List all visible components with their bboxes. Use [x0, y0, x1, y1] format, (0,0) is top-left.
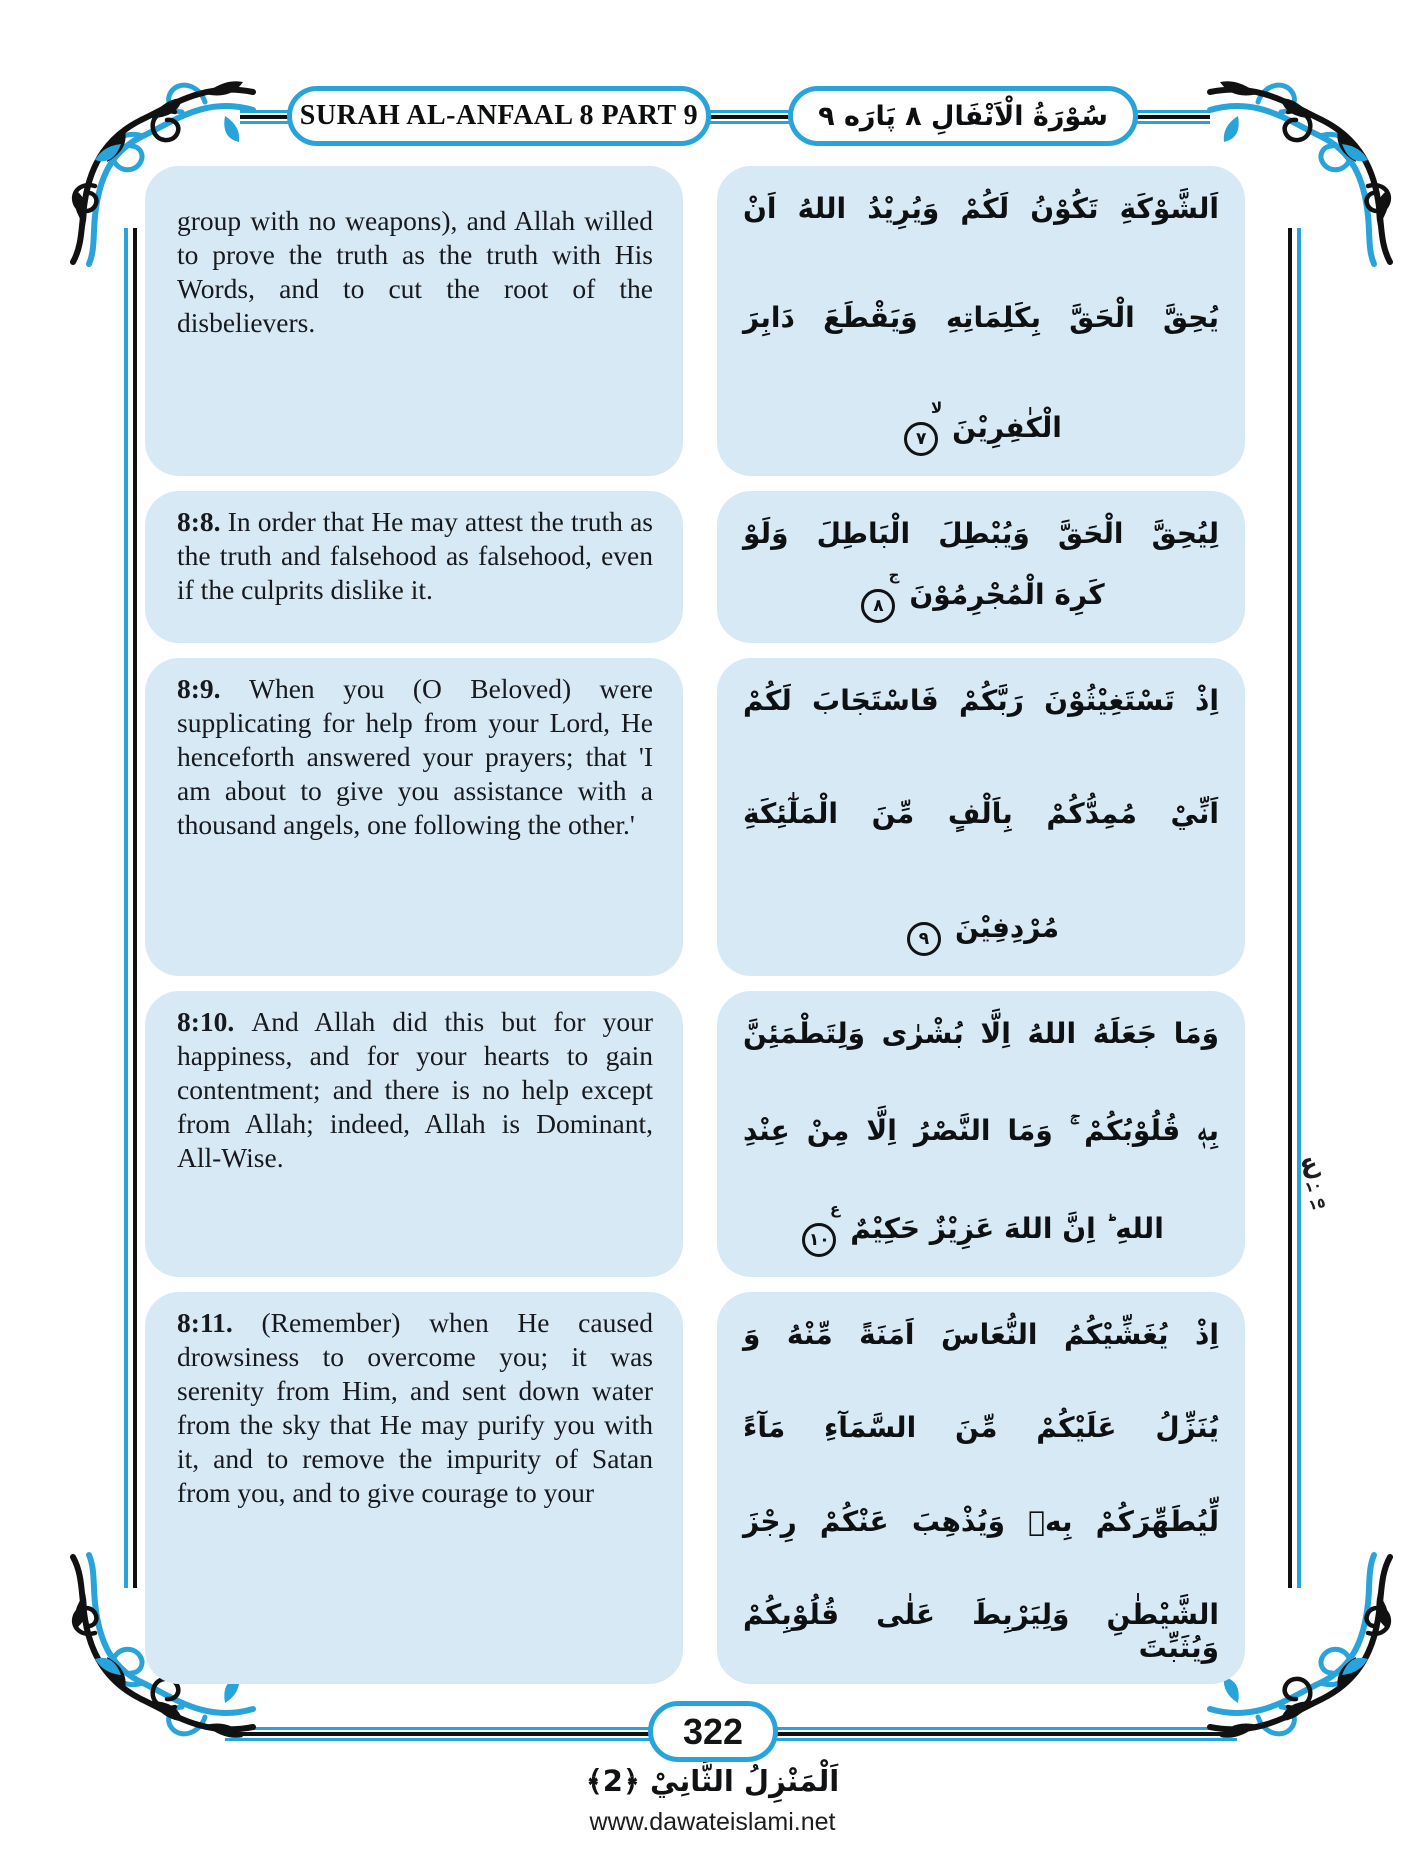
ayah-end-marker [907, 918, 941, 957]
arabic-line: مُرْدِفِيْنَ٩ [743, 911, 1219, 957]
ayah-end-marker [861, 565, 900, 624]
arabic-line: اِذْ تَسْتَغِيْثُوْنَ رَبَّكُمْ فَاسْتَجَابَ لَكُمْ [743, 684, 1219, 717]
english-text: 8:8. In order that He may attest the truth as the truth and falsehood as falsehood, even if the culprits dislike it. [177, 506, 653, 605]
surah-title-arabic: سُوْرَةُ الْاَنْفَالِ ۸ پَارَه ۹ [818, 100, 1108, 132]
verse-row [145, 491, 1245, 643]
english-text: group with no weapons), and Allah willed to prove the truth as the truth with His Words, and to cut the root of the disbelievers. [177, 205, 653, 338]
verse-ref: 8:11. [177, 1307, 262, 1338]
verse-grid [145, 166, 1245, 1699]
ayah-number: ١٠ [802, 1223, 836, 1257]
arabic-line: يُحِقَّ الْحَقَّ بِكَلِمَاتِهِ وَيَقْطَعَ دَابِرَ [743, 301, 1219, 335]
verse-ref: 8:9. [177, 673, 249, 704]
arabic-line: الْكٰفِرِيْنَ لا ٧ [743, 411, 1219, 457]
arabic-verse-box [717, 658, 1245, 976]
waqf-mark: ع [829, 1199, 841, 1218]
ayah-number: ٧ [904, 422, 938, 456]
left-frame-line-inner [133, 228, 137, 1588]
english-text: 8:9. When you (O Beloved) were supplicating for help from your Lord, He henceforth answered your prayers; that 'I am about to give you assistance with a thousand angels, one following the other.' [177, 673, 653, 840]
english-text: 8:11. (Remember) when He caused drowsiness to overcome you; it was serenity from Him, and sent down water from the sky that He may purify you with it, and to remove the impurity of Satan from you, and to give courage to your [177, 1307, 653, 1508]
english-translation-box [145, 491, 683, 643]
arabic-line: الشَّيْطٰنِ وَلِيَرْبِطَ عَلٰى قُلُوْبِكُمْ وَيُثَبِّتَ [743, 1597, 1219, 1664]
ruku-para-number: ١٥ [1307, 1195, 1328, 1215]
waqf-mark: ج [888, 565, 900, 584]
surah-title-english: SURAH AL-ANFAAL 8 PART 9 [299, 100, 699, 131]
right-frame-line-outer [1297, 228, 1301, 1588]
page-number: 322 [682, 1710, 744, 1752]
english-translation-box [145, 658, 683, 976]
ayah-end-marker [904, 398, 943, 457]
arabic-line: اَلشَّوْكَةِ تَكُوْنُ لَكُمْ وَيُرِيْدُ اللهُ اَنْ [743, 192, 1219, 225]
arabic-line: لِّيُطَهِّرَكُمْ بِهٖ وَيُذْهِبَ عَنْكُمْ رِجْزَ [743, 1504, 1219, 1538]
surah-title-pill-arabic [788, 86, 1138, 146]
english-translation-box [145, 991, 683, 1277]
arabic-verse-box [717, 1292, 1245, 1684]
english-text: 8:10. And Allah did this but for your happiness, and for your hearts to gain contentment; and there is no help except from Allah; indeed, Allah is Dominant, All-Wise. [177, 1006, 653, 1173]
english-translation-box [145, 166, 683, 476]
arabic-verse-box [717, 166, 1245, 476]
arabic-line: كَرِهَ الْمُجْرِمُوْنَ ج ٨ [743, 578, 1219, 624]
ayah-number: ٩ [907, 922, 941, 956]
ruku-margin-marker [1296, 1146, 1328, 1215]
arabic-verse-box [717, 491, 1245, 643]
arabic-line: اِذْ يُغَشِّيْكُمُ النُّعَاسَ اَمَنَةً مِّنْهُ وَ [743, 1318, 1219, 1351]
right-frame-line-inner [1288, 228, 1292, 1588]
verse-ref: 8:8. [177, 506, 228, 537]
arabic-verse-box [717, 991, 1245, 1277]
website-label: www.dawateislami.net [589, 1808, 836, 1836]
verse-row [145, 658, 1245, 976]
left-frame-line-outer [124, 228, 128, 1588]
arabic-line: يُنَزِّلُ عَلَيْكُمْ مِّنَ السَّمَآءِ مَآءً [743, 1411, 1219, 1445]
english-translation-box [145, 1292, 683, 1684]
ruku-ain-mark: ع [1296, 1146, 1321, 1181]
arabic-line: اللهِ ؕ اِنَّ اللهَ عَزِيْزٌ حَكِيْمٌ ع ١٠ [743, 1212, 1219, 1258]
page-number-pill [648, 1701, 778, 1762]
arabic-line: لِيُحِقَّ الْحَقَّ وَيُبْطِلَ الْبَاطِلَ وَلَوْ [743, 517, 1219, 550]
waqf-mark: لا [930, 398, 943, 417]
verse-ref: 8:10. [177, 1006, 252, 1037]
arabic-line: اَنِّيْ مُمِدُّكُمْ بِاَلْفٍ مِّنَ الْمَلٰٓئِكَةِ [743, 797, 1219, 831]
ayah-number: ٨ [861, 589, 895, 623]
ayah-end-marker [802, 1199, 841, 1258]
arabic-line: وَمَا جَعَلَهُ اللهُ اِلَّا بُشْرٰى وَلِتَطْمَئِنَّ [743, 1017, 1219, 1050]
verse-row [145, 991, 1245, 1277]
arabic-line: بِهٖ قُلُوْبُكُمْ ۚ وَمَا النَّصْرُ اِلَّا مِنْ عِنْدِ [743, 1113, 1219, 1147]
verse-row [145, 1292, 1245, 1684]
surah-title-pill-english [287, 86, 711, 146]
verse-row [145, 166, 1245, 476]
ruku-number: ١٠ [1303, 1177, 1324, 1197]
manzil-label: اَلْمَنْزِلُ الثَّانِيْ ﴿2﴾ [585, 1764, 840, 1798]
